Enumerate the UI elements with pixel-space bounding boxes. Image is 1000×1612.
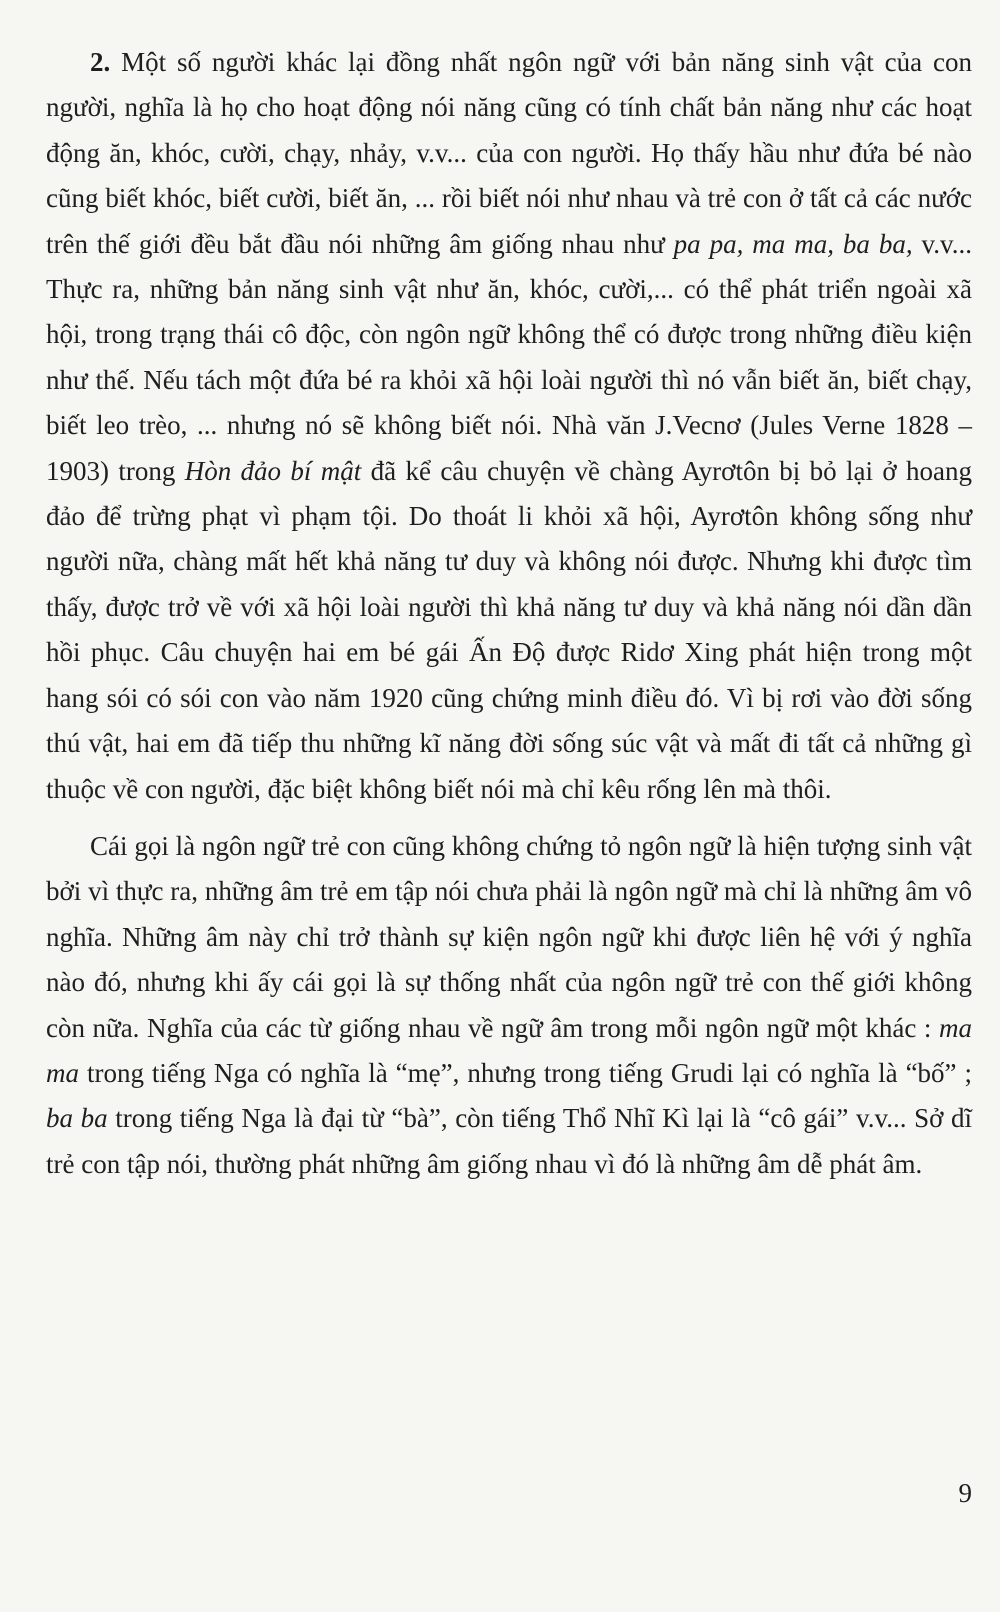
body-text <box>46 40 972 1187</box>
paragraph-2-text-1: Cái gọi là ngôn ngữ trẻ con cũng không chứng tỏ ngôn ngữ là hiện tượng sinh vật bởi vì thực ra, những âm trẻ em tập nói chưa phải là ngôn ngữ mà chỉ là những âm vô nghĩa. Những âm này chỉ trở thành sự kiện ngôn ngữ khi được liên hệ với ý nghĩa nào đó, nhưng khi ấy cái gọi là sự thống nhất của ngôn ngữ trẻ con thế giới không còn nữa. Nghĩa của các từ giống nhau về ngữ âm trong mỗi ngôn ngữ một khác : <box>46 830 972 1043</box>
paragraph-2 <box>46 824 972 1187</box>
paragraph-2-italic-1: ma ma <box>46 1012 972 1088</box>
paragraph-number: 2. <box>90 47 111 77</box>
paragraph-1-text-3: đã kể câu chuyện về chàng Ayrơtôn bị bỏ lại ở hoang đảo để trừng phạt vì phạm tội. Do thoát li khỏi xã hội, Ayrơtôn không sống như người nữa, chàng mất hết khả năng tư duy và không nói được. Nhưng khi được tìm thấy, được trở về với xã hội loài người thì khả năng tư duy và khả năng nói dần dần hồi phục. Câu chuyện hai em bé gái Ấn Độ được Ridơ Xing phát hiện trong một hang sói có sói con vào năm 1920 cũng chứng minh điều đó. Vì bị rơi vào đời sống thú vật, hai em đã tiếp thu những kĩ năng đời sống súc vật và mất đi tất cả những gì thuộc về con người, đặc biệt không biết nói mà chỉ kêu rống lên mà thôi. <box>46 455 972 804</box>
page-number: 9 <box>958 1478 972 1508</box>
paragraph-1-text-1: Một số người khác lại đồng nhất ngôn ngữ với bản năng sinh vật của con người, nghĩa là họ cho hoạt động nói năng cũng có tính chất bản năng như các hoạt động ăn, khóc, cười, chạy, nhảy, v.v... của con người. Họ thấy hầu như đứa bé nào cũng biết khóc, biết cười, biết ăn, ... rồi biết nói như nhau và trẻ con ở tất cả các nước trên thế giới đều bắt đầu nói những âm giống nhau như <box>46 47 972 259</box>
paragraph-1-text-2: v.v... Thực ra, những bản năng sinh vật như ăn, khóc, cười,... có thể phát triển ngoài xã hội, trong trạng thái cô độc, còn ngôn ngữ không thể có được trong những điều kiện như thế. Nếu tách một đứa bé ra khỏi xã hội loài người thì nó vẫn biết ăn, biết chạy, biết leo trèo, ... nhưng nó sẽ không biết nói. Nhà văn J.Vecnơ (Jules Verne 1828 – 1903) trong <box>46 228 973 486</box>
paragraph-1-italic-1: pa pa, ma ma, ba ba, <box>673 228 913 259</box>
paragraph-1 <box>46 40 972 812</box>
paragraph-2-italic-2: ba ba <box>46 1103 108 1134</box>
paragraph-2-text-3: trong tiếng Nga là đại từ “bà”, còn tiếng Thổ Nhĩ Kì lại là “cô gái” v.v... Sở dĩ trẻ con tập nói, thường phát những âm giống nhau vì đó là những âm dễ phát âm. <box>46 1103 972 1179</box>
paragraph-2-text-2: trong tiếng Nga có nghĩa là “mẹ”, nhưng trong tiếng Grudi lại có nghĩa là “bố” ; <box>79 1057 972 1088</box>
book-title-italic: Hòn đảo bí mật <box>184 455 362 486</box>
